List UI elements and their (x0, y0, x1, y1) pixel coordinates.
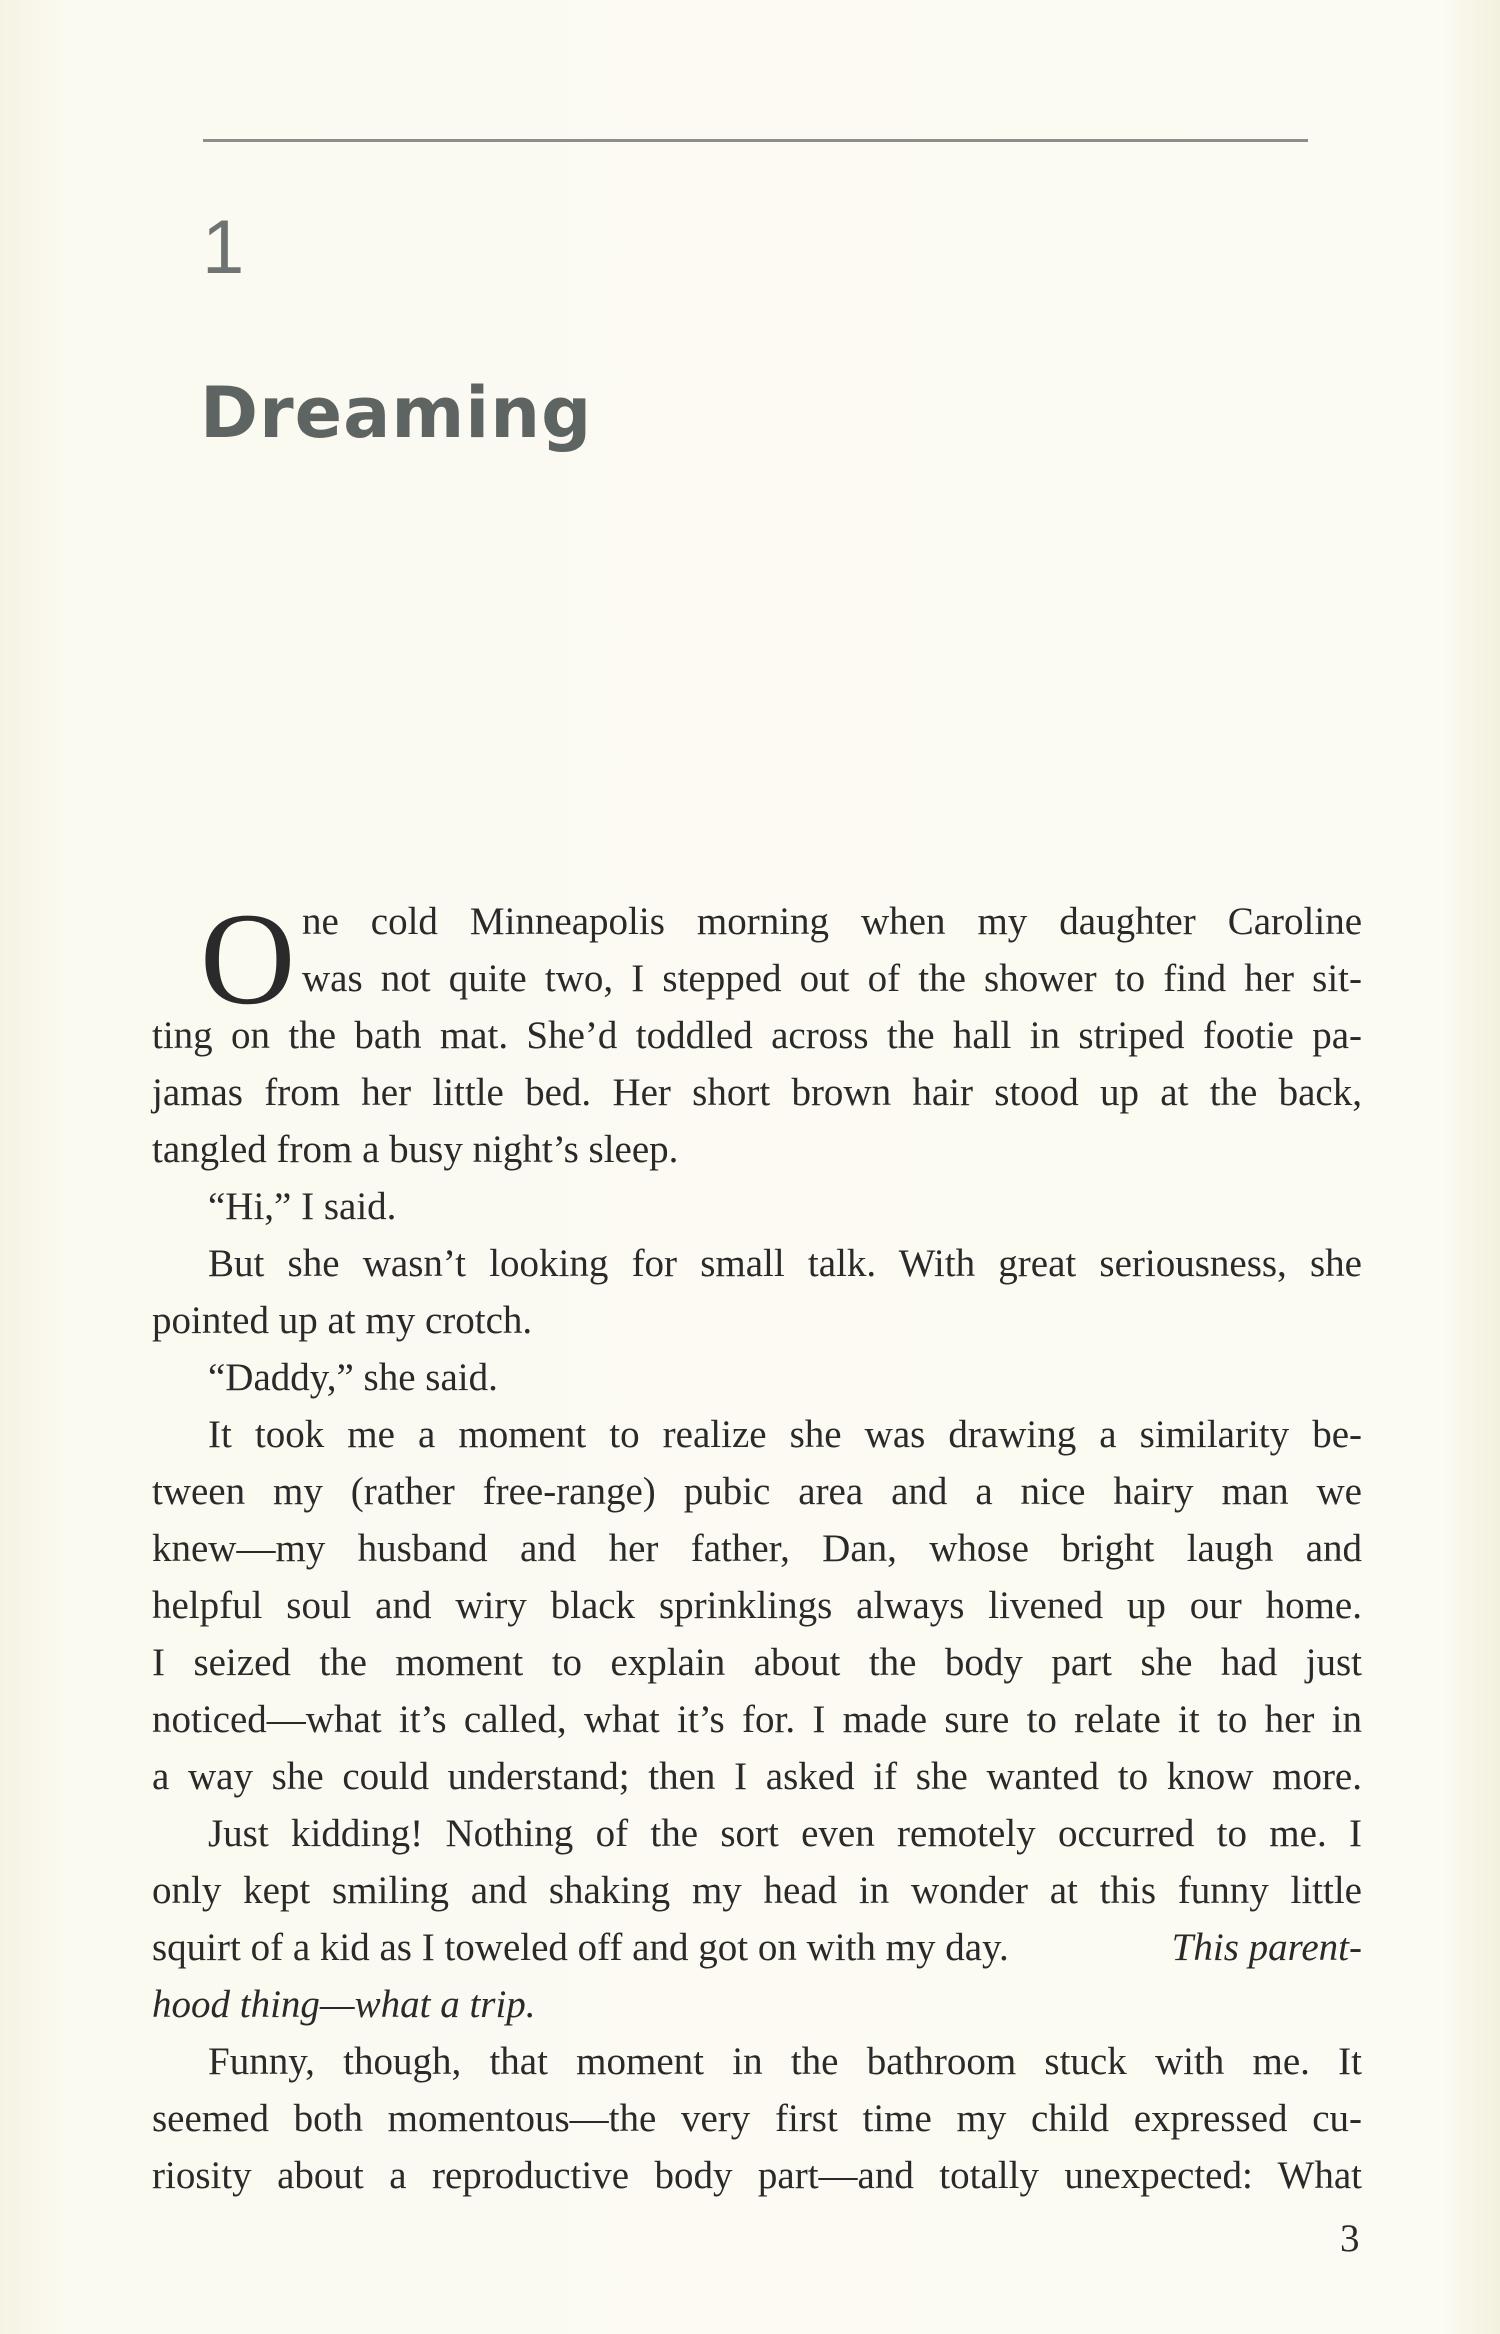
text-line: pointed up at my crotch. (152, 1299, 533, 1342)
text-line: knew—my husband and her father, Dan, whose bright laugh and (152, 1527, 1362, 1570)
text-line: tween my (rather free-range) pubic area and a nice hairy man we (152, 1470, 1362, 1513)
text-line: Funny, though, that moment in the bathroom stuck with me. It (208, 2040, 1362, 2083)
text-line: “Hi,” I said. (208, 1185, 397, 1228)
text-line: only kept smiling and shaking my head in wonder at this funny little (152, 1869, 1362, 1912)
text-line: Just kidding! Nothing of the sort even remotely occurred to me. I (208, 1812, 1362, 1855)
chapter-number: 1 (202, 205, 245, 290)
page-number: 3 (1340, 2217, 1360, 2260)
text-line: a way she could understand; then I asked if she wanted to know more. (152, 1755, 1362, 1798)
text-segment: squirt of a kid as I toweled off and got on with my day. (152, 1926, 1009, 1969)
text-line: was not quite two, I stepped out of the shower to find her sit- (302, 957, 1362, 1000)
text-line: But she wasn’t looking for small talk. With great seriousness, she (208, 1242, 1362, 1285)
text-line: jamas from her little bed. Her short brown hair stood up at the back, (152, 1071, 1362, 1114)
text-line: helpful soul and wiry black sprinklings always livened up our home. (152, 1584, 1362, 1627)
text-line: It took me a moment to realize she was drawing a similarity be- (208, 1413, 1362, 1456)
chapter-title: Dreaming (200, 372, 593, 454)
text-line-with-italic (152, 1919, 1362, 1976)
text-line: tangled from a busy night’s sleep. (152, 1128, 679, 1171)
text-line: hood thing—what a trip. (152, 1983, 536, 2026)
text-line: I seized the moment to explain about the body part she had just (152, 1641, 1362, 1684)
chapter-top-rule (203, 139, 1308, 142)
text-line: seemed both momentous—the very first time my child expressed cu- (152, 2097, 1362, 2140)
text-line: riosity about a reproductive body part—and totally unexpected: What (152, 2154, 1362, 2197)
text-line: noticed—what it’s called, what it’s for. I made sure to relate it to her in (152, 1698, 1362, 1741)
chapter-body-text (152, 885, 1362, 2204)
text-line: ting on the bath mat. She’d toddled across the hall in striped footie pa- (152, 1014, 1362, 1057)
italic-text-segment: This parent- (1171, 1926, 1362, 1969)
text-line: “Daddy,” she said. (208, 1356, 498, 1399)
drop-cap: O (200, 885, 296, 1032)
text-line: ne cold Minneapolis morning when my daughter Caroline (302, 900, 1362, 943)
